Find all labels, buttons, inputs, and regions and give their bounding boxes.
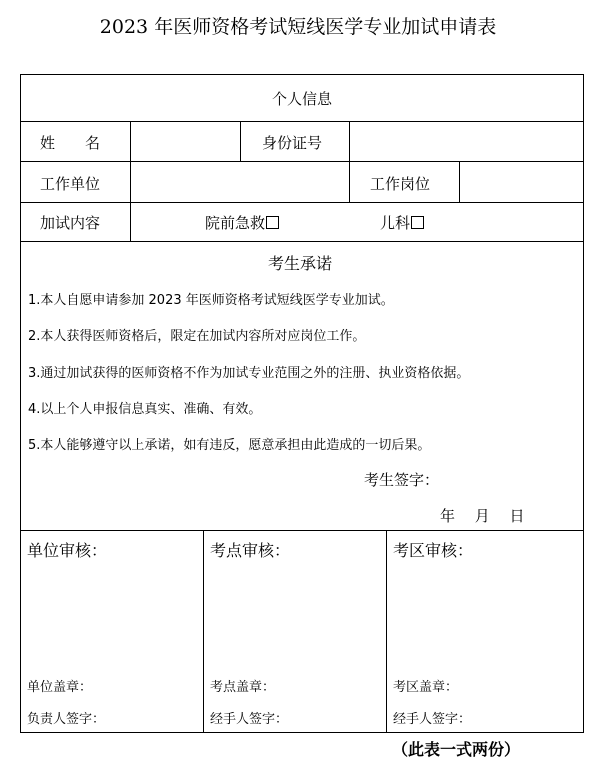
district-stamp-label: 考区盖章： [393, 680, 459, 695]
candidate-signature-label: 考生签字： [364, 471, 440, 489]
option-prehospital-emergency[interactable] [205, 214, 279, 232]
pledge-item: 3.通过加试获得的医师资格不作为加试专业范围之外的注册、执业资格依据。 [28, 366, 470, 381]
option-pediatrics[interactable] [380, 214, 424, 232]
checkbox[interactable] [411, 216, 424, 229]
work-post-field[interactable] [460, 162, 583, 201]
section-title-pledge: 考生承诺 [267, 254, 332, 273]
site-handler-signature-label: 经手人签字： [210, 712, 289, 727]
divider [240, 121, 241, 161]
pledge-item: 4.以上个人申报信息真实、准确、有效。 [28, 402, 262, 417]
district-review-title: 考区审核： [393, 541, 474, 560]
signature-date: 年 月 日 [440, 507, 525, 525]
section-title-personal-info: 个人信息 [271, 90, 332, 108]
district-handler-signature-label: 经手人签字： [393, 712, 472, 727]
divider [386, 530, 387, 733]
unit-review-title: 单位审核： [27, 541, 108, 560]
checkbox[interactable] [266, 216, 279, 229]
unit-stamp-label: 单位盖章： [27, 680, 93, 695]
id-number-label: 身份证号 [262, 134, 323, 152]
divider [20, 241, 584, 242]
site-review-title: 考点审核： [210, 541, 291, 560]
exam-content-label: 加试内容 [40, 214, 101, 232]
divider [20, 530, 584, 531]
divider [349, 161, 350, 202]
divider [20, 202, 584, 203]
work-unit-field[interactable] [131, 162, 348, 201]
pledge-item: 2.本人获得医师资格后，限定在加试内容所对应岗位工作。 [28, 329, 366, 344]
work-unit-label: 工作单位 [40, 175, 101, 193]
work-post-label: 工作岗位 [370, 175, 431, 193]
option-label: 院前急救 [205, 214, 266, 232]
copies-note: （此表一式两份） [392, 740, 521, 759]
pledge-item: 5.本人能够遵守以上承诺，如有违反，愿意承担由此造成的一切后果。 [28, 438, 431, 453]
divider [203, 530, 204, 733]
id-number-field[interactable] [350, 122, 583, 160]
unit-responsible-signature-label: 负责人签字： [27, 712, 106, 727]
site-stamp-label: 考点盖章： [210, 680, 276, 695]
pledge-item: 1.本人自愿申请参加 2023 年医师资格考试短线医学专业加试。 [28, 293, 394, 308]
option-label: 儿科 [380, 214, 411, 232]
form-title: 2023 年医师资格考试短线医学专业加试申请表 [99, 16, 497, 38]
name-field[interactable] [131, 122, 239, 160]
name-label: 姓 名 [40, 134, 101, 152]
